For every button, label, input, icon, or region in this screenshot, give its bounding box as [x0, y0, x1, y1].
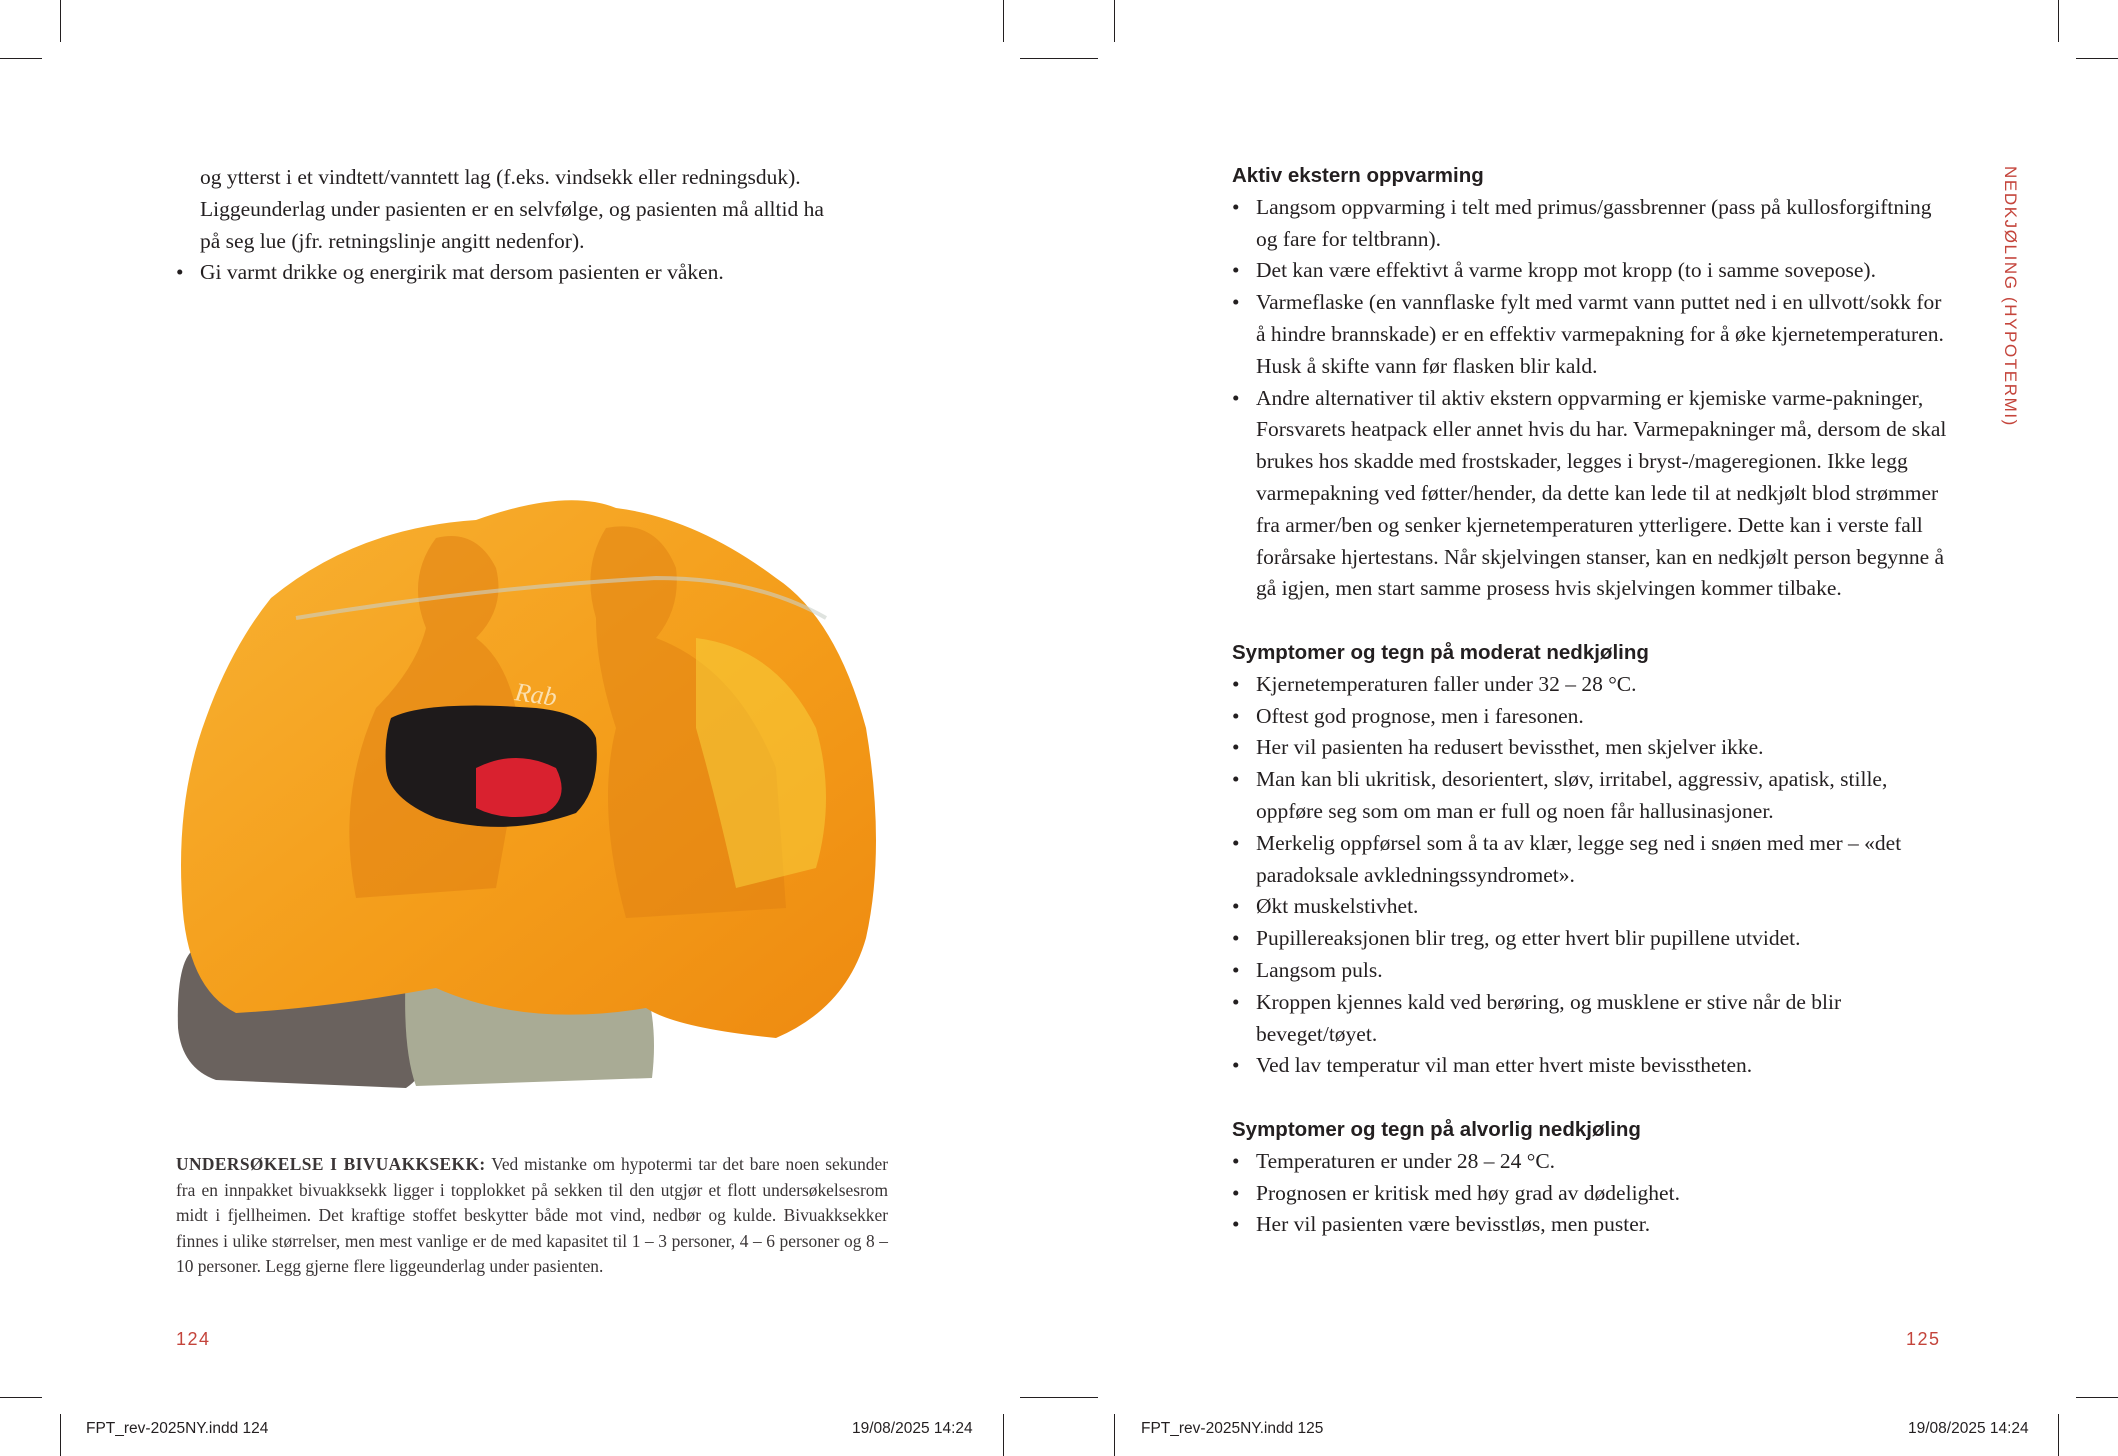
slug-date-right: 19/08/2025 14:24 — [1908, 1420, 2029, 1437]
crop-mark — [1003, 1414, 1004, 1456]
bullet-item: • Ved lav temperatur vil man etter hvert miste bevisstheten. — [1232, 1050, 1947, 1082]
bullet-item: • Kjernetemperaturen faller under 32 – 28 °C. — [1232, 669, 1947, 701]
crop-mark — [2058, 0, 2059, 42]
bullet-item: • Andre alternativer til aktiv ekstern oppvarming er kjemiske varme-pakninger, Forsvarets heatpack eller annet hvis du har. Varmepakninger må, dersom de skal brukes hos skadde med frostskader, legges i bryst-/mageregionen. Ikke legg varmepakning ved føtter/hender, da dette kan lede til at nedkjølt blod strømmer fra armer/ben og senker kjernetemperaturen ytterligere. Dette kan i verste fall forårsake hjertestans. Når skjelvingen stanser, kan en nedkjølt person begynne å gå igjen, men start samme prosess hvis skjelvingen kommer tilbake. — [1232, 383, 1947, 606]
bag-logo: Rab — [513, 677, 559, 712]
bullet-item: • Langsom oppvarming i telt med primus/gassbrenner (pass på kullosforgiftning og fare for teltbrann). — [1232, 192, 1947, 256]
crop-mark — [60, 0, 61, 42]
continued-bullet-text — [176, 162, 896, 257]
crop-mark — [1114, 0, 1115, 42]
text-line: på seg lue (jfr. retningslinje angitt nedenfor). — [200, 228, 585, 253]
crop-mark — [0, 1397, 42, 1398]
slug-file-left: FPT_rev-2025NY.indd 124 — [86, 1420, 269, 1437]
crop-mark — [1020, 1397, 1098, 1398]
bullet-item: • Temperaturen er under 28 – 24 °C. — [1232, 1146, 1947, 1178]
crop-mark — [0, 58, 42, 59]
bullet-item: • Det kan være effektivt å varme kropp mot kropp (to i samme sovepose). — [1232, 255, 1947, 287]
crop-mark — [60, 1414, 61, 1456]
slug-date-left: 19/08/2025 14:24 — [852, 1420, 973, 1437]
photo-caption — [176, 1152, 888, 1280]
bullet-list — [1232, 1146, 1947, 1241]
bullet-item: • Man kan bli ukritisk, desorientert, sløv, irritabel, aggressiv, apatisk, stille, oppføre seg som om man er full og noen får hallusinasjoner. — [1232, 764, 1947, 828]
text-line: Liggeunderlag under pasienten er en selvfølge, og pasienten må alltid ha — [200, 196, 824, 221]
bullet-item: • Gi varmt drikke og energirik mat dersom pasienten er våken. — [176, 257, 896, 289]
red-sleeping-bag — [476, 758, 562, 817]
bullet-item: • Prognosen er kritisk med høy grad av dødelighet. — [1232, 1178, 1947, 1210]
right-page-body — [1232, 160, 1947, 1241]
left-page-body — [176, 162, 896, 289]
bullet-item: • Her vil pasienten være bevisstløs, men puster. — [1232, 1209, 1947, 1241]
crop-mark — [2076, 1397, 2118, 1398]
bivouac-bag-illustration — [176, 468, 882, 1098]
slug-file-right: FPT_rev-2025NY.indd 125 — [1141, 1420, 1324, 1437]
text-line: og ytterst i et vindtett/vanntett lag (f.eks. vindsekk eller redningsduk). — [200, 165, 801, 189]
bullet-item: • Varmeflaske (en vannflaske fylt med varmt vann puttet ned i en ullvott/sokk for å hindre brannskade) er en effektiv varmepakning for å øke kjernetemperaturen. Husk å skifte vann før flasken blir kald. — [1232, 287, 1947, 382]
running-head: NEDKJØLING (HYPOTERMI) — [2001, 166, 2020, 427]
bullet-item: • Kroppen kjennes kald ved berøring, og musklene er stive når de blir beveget/tøyet. — [1232, 987, 1947, 1051]
bullet-item: • Merkelig oppførsel som å ta av klær, legge seg ned i snøen med mer – «det paradoksale avkledningssyndromet». — [1232, 828, 1947, 892]
crop-mark — [2076, 58, 2118, 59]
bullet-item: • Økt muskelstivhet. — [1232, 891, 1947, 923]
section-heading: Aktiv ekstern oppvarming — [1232, 164, 1484, 187]
bullet-list — [1232, 192, 1947, 605]
crop-mark — [1114, 1414, 1115, 1456]
page-number-left: 124 — [176, 1329, 211, 1349]
bullet-item: • Her vil pasienten ha redusert bevissthet, men skjelver ikke. — [1232, 732, 1947, 764]
crop-mark — [2058, 1414, 2059, 1456]
bullet-item: • Langsom puls. — [1232, 955, 1947, 987]
section-heading: Symptomer og tegn på moderat nedkjøling — [1232, 640, 1649, 664]
bullet-list — [176, 257, 896, 289]
caption-text: Ved mistanke om hypotermi tar det bare noen sekunder fra en innpakket bivuakksekk ligger i topplokket på sekken til den utgjør et flott undersøkelsesrom midt i fjellheimen. Det kraftige stoffet beskytter både mot vind, nedbør og kulde. Bivuakksekker finnes i ulike størrelser, men mest vanlige er de med kapasitet til 1 – 3 personer, 4 – 6 personer og 8 – 10 personer. Legg gjerne flere liggeunderlag under pasienten. — [176, 1154, 888, 1277]
caption-lead: UNDERSØKELSE I BIVUAKKSEKK: — [176, 1154, 486, 1174]
crop-mark — [1003, 0, 1004, 42]
bivouac-bag-photo — [176, 468, 882, 1098]
section-heading: Symptomer og tegn på alvorlig nedkjøling — [1232, 1117, 1641, 1141]
page-number-right: 125 — [1906, 1329, 1941, 1349]
bullet-item: • Oftest god prognose, men i faresonen. — [1232, 701, 1947, 733]
crop-mark — [1020, 58, 1098, 59]
bullet-list — [1232, 669, 1947, 1082]
bullet-item: • Pupillereaksjonen blir treg, og etter hvert blir pupillene utvidet. — [1232, 923, 1947, 955]
